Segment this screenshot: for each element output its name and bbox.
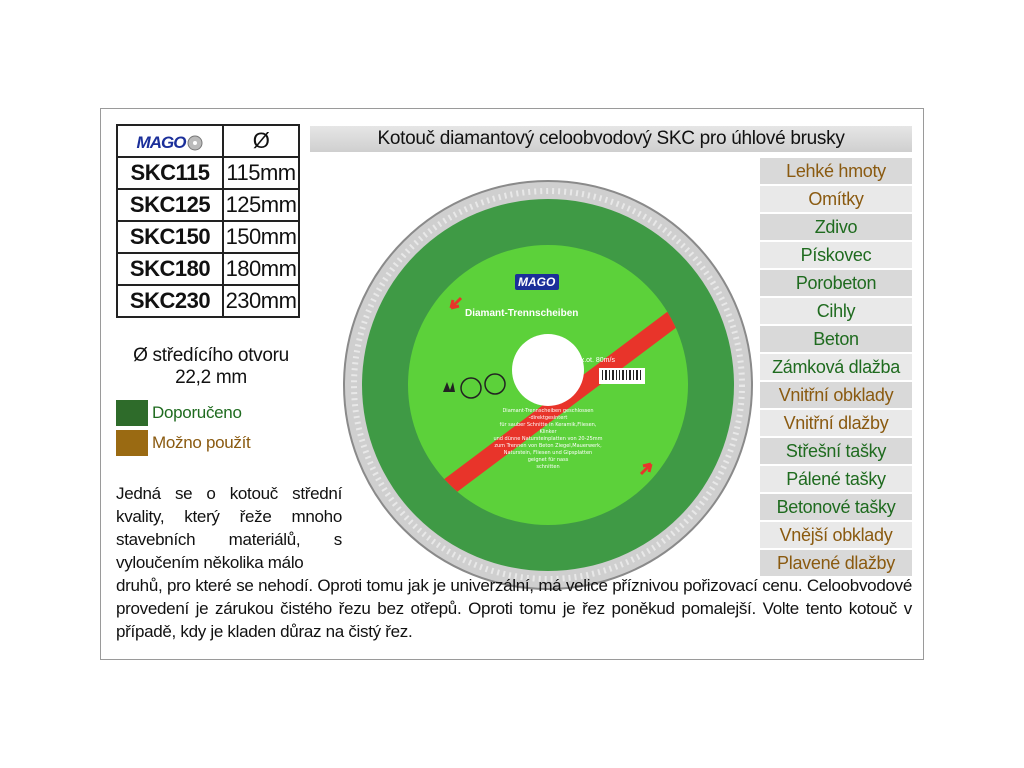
disc-speed: max.ot. 80m/s [571,357,615,364]
product-title: Kotouč diamantový celoobvodový SKC pro úhlové brusky [310,126,912,152]
material-item: Pálené tašky [760,466,912,492]
product-code: SKC125 [117,189,223,221]
recommended-swatch [116,400,148,426]
table-row [117,253,299,285]
table-row [117,189,299,221]
material-item: Vnitřní dlažby [760,410,912,436]
disc-name: Diamant-Trennscheiben [465,308,579,319]
svg-text:zum Trennen von Beton Ziegel,M: zum Trennen von Beton Ziegel,Mauerwerk, [494,443,602,449]
material-item: Omítky [760,186,912,212]
svg-text:für sauber Schnitte in Keramik: für sauber Schnitte in Keramik,Fliesen, [499,422,597,428]
diameter-header: Ø [223,125,299,157]
size-table [116,124,300,318]
diamond-blade-image [343,180,753,590]
product-diameter: 230mm [223,285,299,317]
material-item: Střešní tašky [760,438,912,464]
product-code: SKC180 [117,253,223,285]
svg-text:Klinker: Klinker [539,429,557,435]
possible-swatch [116,430,148,456]
logo-cell [117,125,223,157]
material-item: Zdivo [760,214,912,240]
material-item: Betonové tašky [760,494,912,520]
table-header [117,125,299,157]
product-diameter: 150mm [223,221,299,253]
material-item: Porobeton [760,270,912,296]
table-row [117,157,299,189]
material-item: Plavené dlažby [760,550,912,576]
material-item: Vnější obklady [760,522,912,548]
product-diameter: 180mm [223,253,299,285]
material-item: Beton [760,326,912,352]
bore-value: 22,2 mm [175,367,247,388]
product-diameter: 115mm [223,157,299,189]
legend-possible [116,428,250,458]
product-code: SKC150 [117,221,223,253]
table-row [117,285,299,317]
material-item: Cihly [760,298,912,324]
product-diameter: 125mm [223,189,299,221]
svg-text:Naturstein, Fliesen und Gipspl: Naturstein, Fliesen und Gipsplatten [503,450,593,456]
legend [116,398,250,458]
blade-icon [187,135,203,151]
svg-text:Diamant-Trennscheiben geschlos: Diamant-Trennscheiben geschlossen [502,408,594,414]
possible-label: Možno použít [152,433,251,452]
disc-logo: MAGO [518,275,556,289]
product-code: SKC115 [117,157,223,189]
material-item: Pískovec [760,242,912,268]
svg-text:geignet für nass: geignet für nass [527,457,569,463]
legend-recommended [116,398,250,428]
description-part-2: druhů, pro které se nehodí. Oproti tomu jak je univerzální, má velice příznivou pořizovací cenu. Celoobvodové provedení je zárukou čistého řezu bez otřepů. Oproti tomu je řez poněkud pomalejší. Volte tento kotouč v případě, kdy je kladen důraz na čistý řez. [116,576,912,641]
product-code: SKC230 [117,285,223,317]
materials-list [760,158,912,578]
svg-text:und dünne Natursteinplatten vo: und dünne Natursteinplatten von 20-25mm [493,436,603,442]
arbor-hole [512,334,584,406]
svg-text:schnitten: schnitten [536,464,560,470]
recommended-label: Doporučeno [152,403,242,422]
svg-text:-direktgesintert: -direktgesintert [528,415,568,421]
material-item: Lehké hmoty [760,158,912,184]
mago-logo [137,133,204,153]
material-item: Zámková dlažba [760,354,912,380]
material-item: Vnitřní obklady [760,382,912,408]
table-row [117,221,299,253]
bore-label: Ø středícího otvoru [133,345,289,366]
bore-info [116,345,306,389]
logo-text: MAGO [136,133,186,152]
description-part-1: Jedná se o kotouč střední kvality, který řeže mnoho stavebních materiálů, s vyloučením několika málo [116,484,342,572]
